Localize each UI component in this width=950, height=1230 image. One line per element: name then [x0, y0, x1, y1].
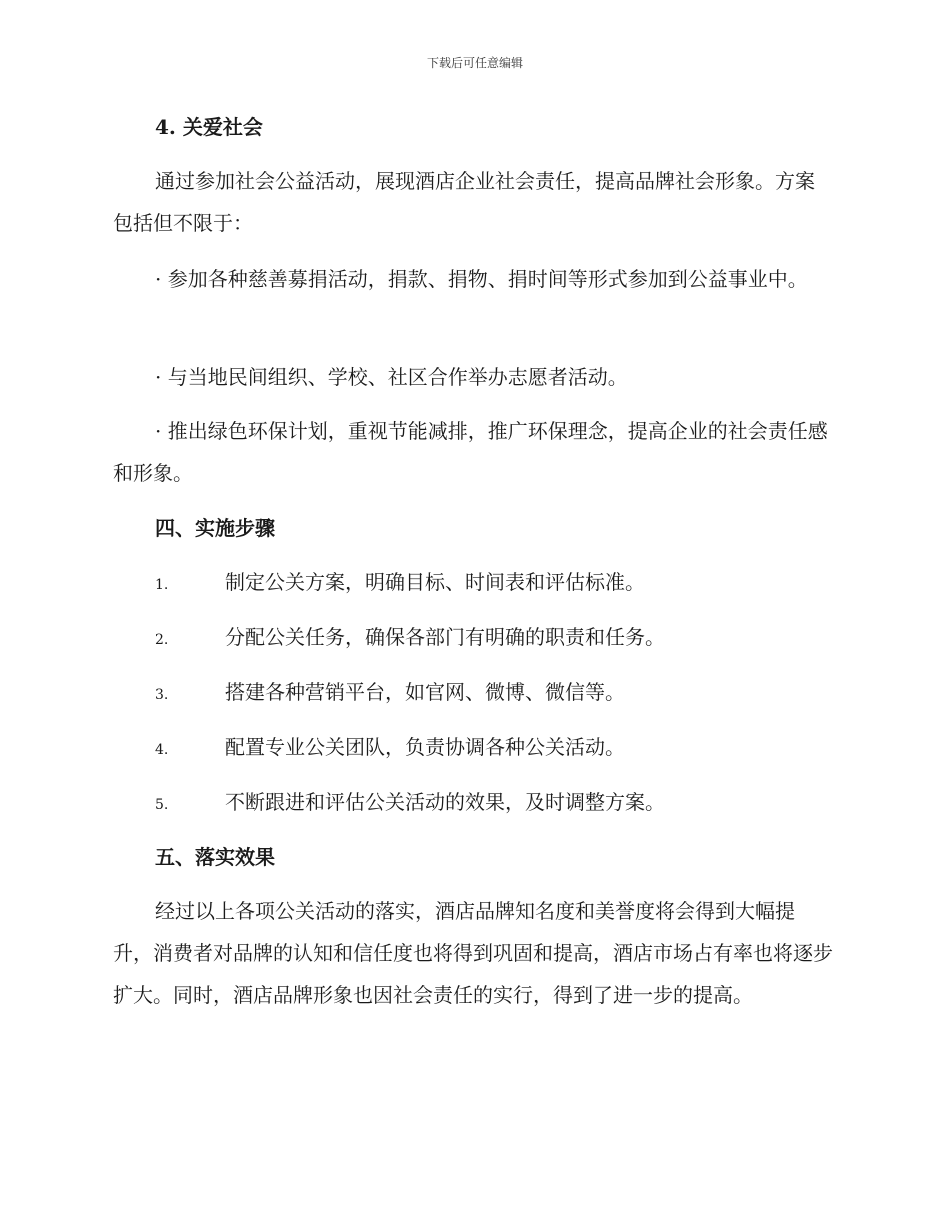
step-number: 1.	[155, 577, 169, 593]
section-care-heading: 4. 关爱社会	[155, 115, 263, 139]
bullet-item: · 参加各种慈善募捐活动，捐款、捐物、捐时间等形式参加到公益事业中。	[155, 267, 808, 291]
section-results-paragraph: 经过以上各项公关活动的落实，酒店品牌知名度和美誉度将会得到大幅提升，消费者对品牌的认知和信任度也将得到巩固和提高，酒店市场占有率也将逐步扩大。同时，酒店品牌形象也因社会责任的实行，得到了进一步的提高。	[113, 899, 833, 1007]
step-item	[155, 733, 625, 764]
section-care-intro: 通过参加社会公益活动，展现酒店企业社会责任，提高品牌社会形象。方案包括但不限于：	[113, 169, 815, 235]
step-item	[155, 623, 665, 654]
step-text: 分配公关任务，确保各部门有明确的职责和任务。	[225, 625, 665, 649]
step-number: 3.	[155, 687, 169, 703]
step-number: 4.	[155, 742, 169, 758]
step-item	[155, 788, 665, 819]
step-item	[155, 568, 645, 599]
step-item	[155, 678, 625, 709]
bullet-item: · 推出绿色环保计划，重视节能减排，推广环保理念，提高企业的社会责任感和形象。	[113, 419, 828, 485]
page-header: 下载后可任意编辑	[426, 56, 523, 70]
step-text: 搭建各种营销平台，如官网、微博、微信等。	[225, 680, 625, 704]
section-steps-heading: 四、实施步骤	[155, 516, 275, 540]
step-number: 2.	[155, 632, 169, 648]
step-text: 配置专业公关团队，负责协调各种公关活动。	[225, 735, 625, 759]
section-results-heading: 五、落实效果	[155, 845, 275, 869]
step-text: 制定公关方案，明确目标、时间表和评估标准。	[225, 570, 645, 594]
step-number: 5.	[155, 797, 169, 813]
bullet-item: · 与当地民间组织、学校、社区合作举办志愿者活动。	[155, 365, 628, 389]
step-text: 不断跟进和评估公关活动的效果，及时调整方案。	[225, 790, 665, 814]
